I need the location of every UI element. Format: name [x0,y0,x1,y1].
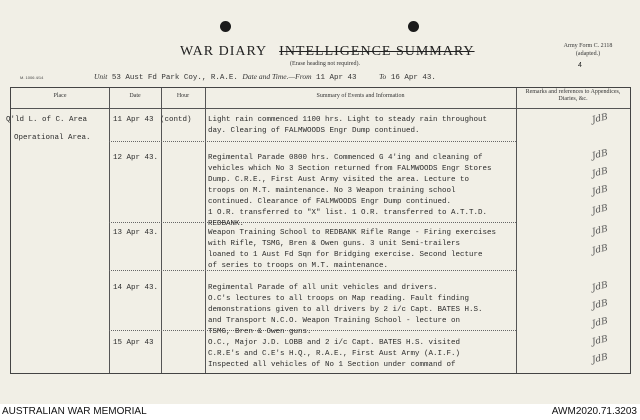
initials-signature: JdB [591,203,609,217]
initials-signature: JdB [591,334,609,348]
title-war-diary: WAR DIARY [180,44,267,59]
initials-signature: JdB [591,352,609,366]
print-code: M. 1006 4/14 [20,75,44,80]
entry-text-line: and Transport N.C.O. Weapon Training School - lecture on [208,317,461,325]
title-struck-out: INTELLIGENCE SUMMARY [279,44,475,59]
column-header-remarks: Remarks and references to Appendices, Diaries, &c. [525,89,621,102]
entry-text-line: C.R.E's and C.E's H.Q., R.A.E., First Aust Army (A.I.F.) [208,350,461,358]
entry-text-line: REDBANK. [208,220,245,228]
entry-text-line: loaned to 1 Aust Fd Sqn for Bridging exercise. Second lecture [208,251,483,259]
entry-text-line: with Rifle, TSMG, Bren & Owen guns. 3 unit Semi-trailers [208,240,461,248]
entry-text-line: demonstrations given to all drivers by 2 i/c Capt. BATES H.S. [208,306,483,314]
entry-text-line: continued. Clearance of FALMWOODS Engr Dump continued. [208,198,452,206]
initials-signature: JdB [591,224,609,238]
entry-text-line: Light rain commenced 1100 hrs. Light to steady rain throughout [208,116,488,124]
form-number: Army Form C. 2118 [563,43,613,49]
column-divider [516,88,517,373]
to-label: To [379,72,387,81]
row-separator [109,222,516,223]
entry-text-line: Weapon Training School to REDBANK Rifle Range - Firing exercises [208,229,497,237]
initials-signature: JdB [591,184,609,198]
punch-hole [408,21,419,32]
row-separator [109,141,516,142]
entry-date: 13 Apr 43. [113,229,159,237]
page-title [180,44,475,60]
entry-text-line: troops on M.T. maintenance. No 3 Weapon training school [208,187,456,195]
entry-date: 11 Apr 43 [113,116,154,124]
erase-note: (Erase heading not required). [290,61,360,67]
form-reference [548,42,628,58]
column-header-place: Place [53,93,67,99]
form-note: (adapted.) [575,51,601,57]
column-header-summary: Summary of Events and Information [316,93,405,99]
punch-hole [220,21,231,32]
column-header-hour: Hour [176,93,190,99]
entry-text-line: TSMG, Bren & Owen guns. [208,328,312,336]
archive-name: AUSTRALIAN WAR MEMORIAL [2,406,147,417]
form-tick: 4 [578,62,582,69]
initials-signature: JdB [591,148,609,162]
unit-line [94,72,436,82]
entry-hour: (contd) [160,116,192,124]
archive-reference: AWM2020.71.3203 [551,406,637,417]
from-date: 11 Apr 43 [316,74,357,82]
entry-text-line: O.C's lectures to all troops on Map reading. Fault finding [208,295,470,303]
header-divider [11,108,630,109]
row-separator [109,330,516,331]
initials-signature: JdB [591,112,609,126]
entry-text-line: of series to troops on M.T. maintenance. [208,262,389,270]
place-text: Operational Area. [14,134,91,142]
initials-signature: JdB [591,316,609,330]
entry-text-line: vehicles which No 3 Section returned from FALMWOODS Engr Stores [208,165,492,173]
initials-signature: JdB [591,298,609,312]
to-date: 16 Apr 43. [390,74,436,82]
entry-text-line: Regimental Parade of all unit vehicles and drivers. [208,284,438,292]
initials-signature: JdB [591,280,609,294]
entry-date: 15 Apr 43 [113,339,154,347]
initials-signature: JdB [591,166,609,180]
unit-label: Unit [94,72,108,81]
entry-text-line: day. Clearing of FALMWOODS Engr Dump continued. [208,127,420,135]
entry-date: 14 Apr 43. [113,284,159,292]
date-label: Date and Time.—From [242,72,312,81]
column-header-date: Date [129,93,141,99]
entry-text-line: Dump. C.R.E., First Aust Army visited the area. Lecture to [208,176,470,184]
unit-value: 53 Aust Fd Park Coy., R.A.E. [111,74,238,82]
initials-signature: JdB [591,243,609,257]
entry-date: 12 Apr 43. [113,154,159,162]
place-text: Q'ld L. of C. Area [6,116,88,124]
entry-text-line: 1 O.R. transferred to "X" list. 1 O.R. transferred to A.T.T.D. [208,209,488,217]
archive-footer [0,404,640,420]
entry-text-line: Inspected all vehicles of No 1 Section under command of [208,361,456,369]
entry-text-line: Regimental Parade 0800 hrs. Commenced G 4'ing and cleaning of [208,154,483,162]
entry-text-line: O.C., Major J.D. LOBB and 2 i/c Capt. BATES H.S. visited [208,339,461,347]
